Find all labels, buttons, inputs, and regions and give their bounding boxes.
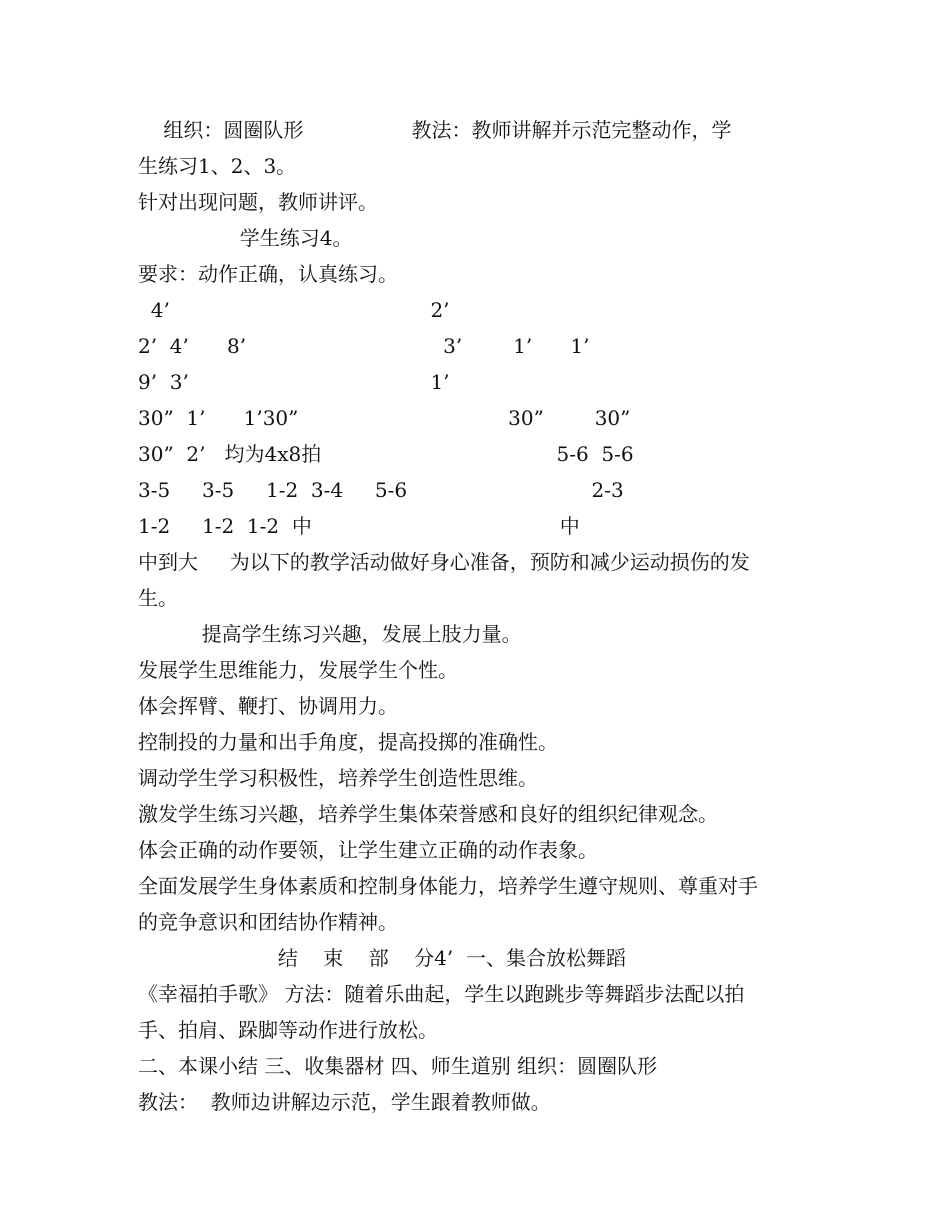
text-line: 二、本课小结 三、收集器材 四、师生道别 组织：圆圈队形 xyxy=(138,1054,658,1078)
text-line: 全面发展学生身体素质和控制身体能力，培养学生遵守规则、尊重对手 xyxy=(138,874,758,898)
text-line: 1-2 1-2 1-2 中 中 xyxy=(138,514,580,538)
text-line: 针对出现问题，教师讲评。 xyxy=(138,190,378,214)
text-line: 教法： 教师边讲解边示范，学生跟着教师做。 xyxy=(138,1090,551,1114)
text-line: 体会挥臂、鞭打、协调用力。 xyxy=(138,694,398,718)
text-line: 组织：圆圈队形 教法：教师讲解并示范完整动作，学 xyxy=(138,118,732,142)
text-line: 中到大 为以下的教学活动做好身心准备，预防和减少运动损伤的发 xyxy=(138,550,750,574)
text-line: 9’ 3’ 1’ xyxy=(138,370,450,394)
text-line: 生。 xyxy=(138,586,178,610)
text-line: 调动学生学习积极性，培养学生创造性思维。 xyxy=(138,766,538,790)
text-line: 手、拍肩、跺脚等动作进行放松。 xyxy=(138,1018,438,1042)
text-line: 的竞争意识和团结协作精神。 xyxy=(138,910,398,934)
text-line: 生练习1、2、3。 xyxy=(138,154,297,178)
text-line: 4’ 2’ xyxy=(138,298,450,322)
text-line: 30” 1’ 1’30” 30” 30” xyxy=(138,406,631,430)
text-line: 要求：动作正确，认真练习。 xyxy=(138,262,398,286)
text-line: 发展学生思维能力，发展学生个性。 xyxy=(138,658,458,682)
text-line: 2’ 4’ 8’ 3’ 1’ 1’ xyxy=(138,334,590,358)
text-line: 提高学生练习兴趣，发展上肢力量。 xyxy=(138,622,522,646)
text-line: 3-5 3-5 1-2 3-4 5-6 2-3 xyxy=(138,478,624,502)
text-line: 控制投的力量和出手角度，提高投掷的准确性。 xyxy=(138,730,558,754)
text-line: 激发学生练习兴趣，培养学生集体荣誉感和良好的组织纪律观念。 xyxy=(138,802,718,826)
text-line: 《幸福拍手歌》 方法：随着乐曲起，学生以跑跳步等舞蹈步法配以拍 xyxy=(138,982,745,1006)
text-line: 学生练习4。 xyxy=(138,226,353,250)
text-line: 体会正确的动作要领，让学生建立正确的动作表象。 xyxy=(138,838,598,862)
text-line: 30” 2’ 均为4x8拍 5-6 5-6 xyxy=(138,442,634,466)
text-line: 结 束 部 分4’ 一、集合放松舞蹈 xyxy=(138,946,626,970)
